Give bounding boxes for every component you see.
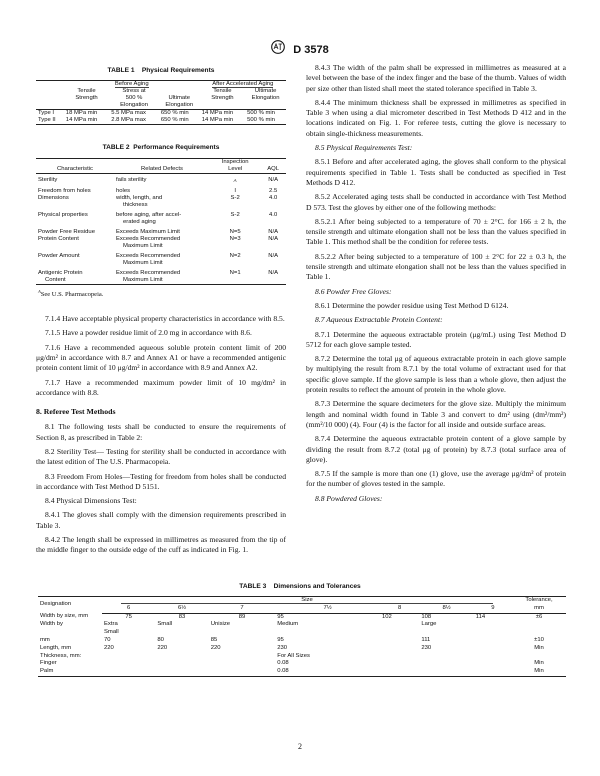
table3: Designation Size Tolerance, 6 6½ 7 7½ 8 8½ 9 mm Width by size, mm 75 83 89 95 102 108 114 ±6 Width by Extra Small Unisize Medium Large Small mm 70 80 85 95 111 ±10 Length, mm 220 220 220 230 230 Min Thickness, mm: For All Sizes Finger 0.08 Min Palm 0.08 Min	[38, 596, 566, 677]
para-8-7: 8.7 Aqueous Extractable Protein Content:	[315, 315, 443, 325]
table-row: mm 70 80 85 95 111 ±10	[40, 636, 544, 643]
para-8-6-1: 8.6.1 Determine the powder residue using Test Method D 6124.	[315, 300, 509, 310]
table-row: Physical properties before aging, after accel- S-2 4.0	[38, 211, 278, 218]
para-8-4-4: 8.4.4 The minimum thickness shall be expressed in millimetres as specified in Table 3 when using a dial micrometer described in Test Methods D 412 and in the locations indicated on Fig. 1. For referee tests, cutting the glove is necessary to obtain single-thickness measurements.	[306, 97, 566, 138]
para-8-5-1: 8.5.1 Before and after accelerated aging, the gloves shall conform to the physical requirements specified in Table 1. Tests shall be conducted as specified in Test Methods D 412.	[306, 157, 566, 187]
table-row: Sterility fails sterility $^A$ N/A	[38, 176, 279, 183]
para-7-1-6: 7.1.6 Have a recommended aqueous soluble protein content limit of 200 μg/dm² in accordance with 8.7 and Annex A1 or have a recommended antigenic protein content limit of 10 μg/dm² in accordance with 8.9 and Annex A2.	[36, 342, 286, 373]
section-8-heading: 8. Referee Test Methods	[36, 407, 116, 417]
table-row: Palm 0.08 Min	[38, 668, 566, 676]
para-8-7-2: 8.7.2 Determine the total μg of aqueous extractable protein in each glove sample by multiplying the result from 8.7.1 by the total volume of extractant used for that specific glove sample. If the glove sample is less than a whole glove, then adjust the protein results to reflect the amount of protein in the whole glove.	[306, 354, 566, 395]
para-8-6: 8.6 Powder Free Gloves:	[315, 286, 392, 296]
table3-caption: TABLE 3 Dimensions and Tolerances	[239, 583, 361, 590]
table-row: Antigenic Protein Exceeds Recommended N=1 N/A	[38, 269, 279, 276]
table-row: Thickness, mm: For All Sizes	[40, 652, 310, 659]
para-8-7-1: 8.7.1 Determine the aqueous extractable protein (μg/mL) using Test Method D 5712 for each glove sample tested.	[306, 329, 566, 349]
table-row: Powder Free Residue Exceeds Maximum Limit N=5 N/A	[38, 228, 279, 235]
astm-logo-icon	[271, 40, 285, 59]
table2-caption: TABLE 2 Performance Requirements	[102, 144, 220, 152]
para-7-1-5: 7.1.5 Have a powder residue limit of 2.0 mg in accordance with 8.6.	[45, 328, 252, 338]
para-8-4-1: 8.4.1 The gloves shall comply with the dimension requirements prescribed in Table 3.	[36, 510, 286, 530]
para-8-5-2-2: 8.5.2.2 After being subjected to a temperature of 100 ± 2°C for 22 ± 0.3 h, the tensile strength and ultimate elongation shall not be less than the values specified in Table 1.	[306, 251, 566, 282]
table-row: Width by size, mm 75 83 89 95 102 108 114 ±6	[40, 613, 543, 620]
left-column	[36, 66, 286, 556]
para-8-5-2: 8.5.2 Accelerated aging tests shall be conducted in accordance with Test Method D 573. Test the gloves by either one of the following methods:	[306, 192, 566, 212]
table1: Before Aging After Accelerated Aging Tensile Stress at Tensile Ultimate Strength 500 % Ultimate Strength Elongation Elongation Elongation Type I 18 MPa min 5.5 MPa max 650 % min 14 MPa min 500 % min Type II 14 MPa min 2.8 MPa max 650 % min 14 MPa min 500 % min	[36, 80, 286, 125]
para-8-4-2: 8.4.2 The length shall be expressed in millimetres as measured from the tip of the middle finger to the outside edge of the cuff as indicated in Fig. 1.	[36, 535, 286, 555]
para-8-7-5: 8.7.5 If the sample is more than one (1) glove, use the average μg/dm² of protein for the number of gloves tested in the sample.	[306, 469, 566, 489]
para-8-3: 8.3 Freedom From Holes—Testing for freedom from holes shall be conducted in accordance with Test Method D 5151.	[36, 471, 286, 491]
table-row: Type I 18 MPa min 5.5 MPa max 650 % min 14 MPa min 500 % min	[38, 110, 275, 117]
table1-caption: TABLE 1 Physical Requirements	[107, 67, 215, 74]
page-header	[0, 40, 600, 59]
table-row: Dimensions width, length, and S-2 4.0	[38, 194, 278, 201]
table-row: Type II 14 MPa min 2.8 MPa max 650 % min 14 MPa min 500 % min	[36, 117, 286, 125]
para-8-5: 8.5 Physical Requirements Test:	[315, 143, 413, 153]
para-7-1-7: 7.1.7 Have a recommended maximum powder limit of 10 mg/dm² in accordance with 8.8.	[36, 377, 286, 397]
table2: Inspection Characteristic Related Defects Level AQL Sterility fails sterility $^A$ N/A Freedom from holes holes I 2.5 Dimensions width, length, and S-2 4.0 thickness Physical properties before aging, after accel- S-2 4.0 erated aging Powder Free Residue Exceeds Maximum Limit N=5 N/A Protein Content Exceeds Recommended N=3 N/A Maximum Limit Powder Amount Exceeds Recommended N=2 N/A Maximum Limit Antigenic Protein Exceeds Recommended N=1 N/A Content Maximum Limit	[36, 158, 286, 285]
para-7-1-4: 7.1.4 Have acceptable physical property characteristics in accordance with 8.5.	[45, 314, 285, 324]
page-number: 2	[298, 742, 302, 751]
table-row: Finger 0.08 Min	[40, 660, 544, 667]
para-8-1: 8.1 The following tests shall be conducted to ensure the requirements of Section 8, as prescribed in Table 2:	[36, 422, 286, 442]
para-8-2: 8.2 Sterility Test— Testing for sterility shall be conducted in accordance with the latest edition of The U.S. Pharmacopeia.	[36, 446, 286, 467]
para-8-5-2-1: 8.5.2.1 After being subjected to a temperature of 70 ± 2°C. for 166 ± 2 h, the tensile strength and ultimate elongation shall not be less than the values specified in Table 1. This method shall be the condition for referee tests.	[306, 216, 566, 247]
para-8-4: 8.4 Physical Dimensions Test:	[45, 496, 137, 506]
table-row: Freedom from holes holes I 2.5	[38, 187, 278, 194]
table2-footnote: $^A$See U.S. Pharmacopeia.	[38, 288, 104, 298]
table-row: Protein Content Exceeds Recommended N=3 N/A	[38, 235, 279, 242]
para-8-4-3: 8.4.3 The width of the palm shall be expressed in millimetres as measured at a level between the base of the index finger and the base of the thumb. Values of width per size other than listed shall meet the stated tolerance specified in Table 3.	[306, 63, 566, 93]
right-column	[306, 63, 566, 504]
para-8-7-4: 8.7.4 Determine the aqueous extractable protein content of a glove sample by dividing the result from 8.7.2 (total μg of protein) by 8.7.3 (total surface area of glove).	[306, 434, 566, 464]
designation: D 3578	[293, 43, 329, 56]
table-row: Length, mm 220 220 220 230 230 Min	[40, 644, 544, 651]
table-row: Powder Amount Exceeds Recommended N=2 N/A	[38, 252, 279, 259]
para-8-8: 8.8 Powdered Gloves:	[315, 493, 383, 503]
para-8-7-3: 8.7.3 Determine the square decimeters for the glove size. Multiply the minimum length and nominal width found in Table 3 and convert to dm² using (dm²/mm²) (mm²/10 000) (4). Four (4) is the factor for all inside and outside surface areas.	[306, 399, 566, 429]
table-row: Width by Extra Small Unisize Medium Large	[40, 621, 437, 628]
